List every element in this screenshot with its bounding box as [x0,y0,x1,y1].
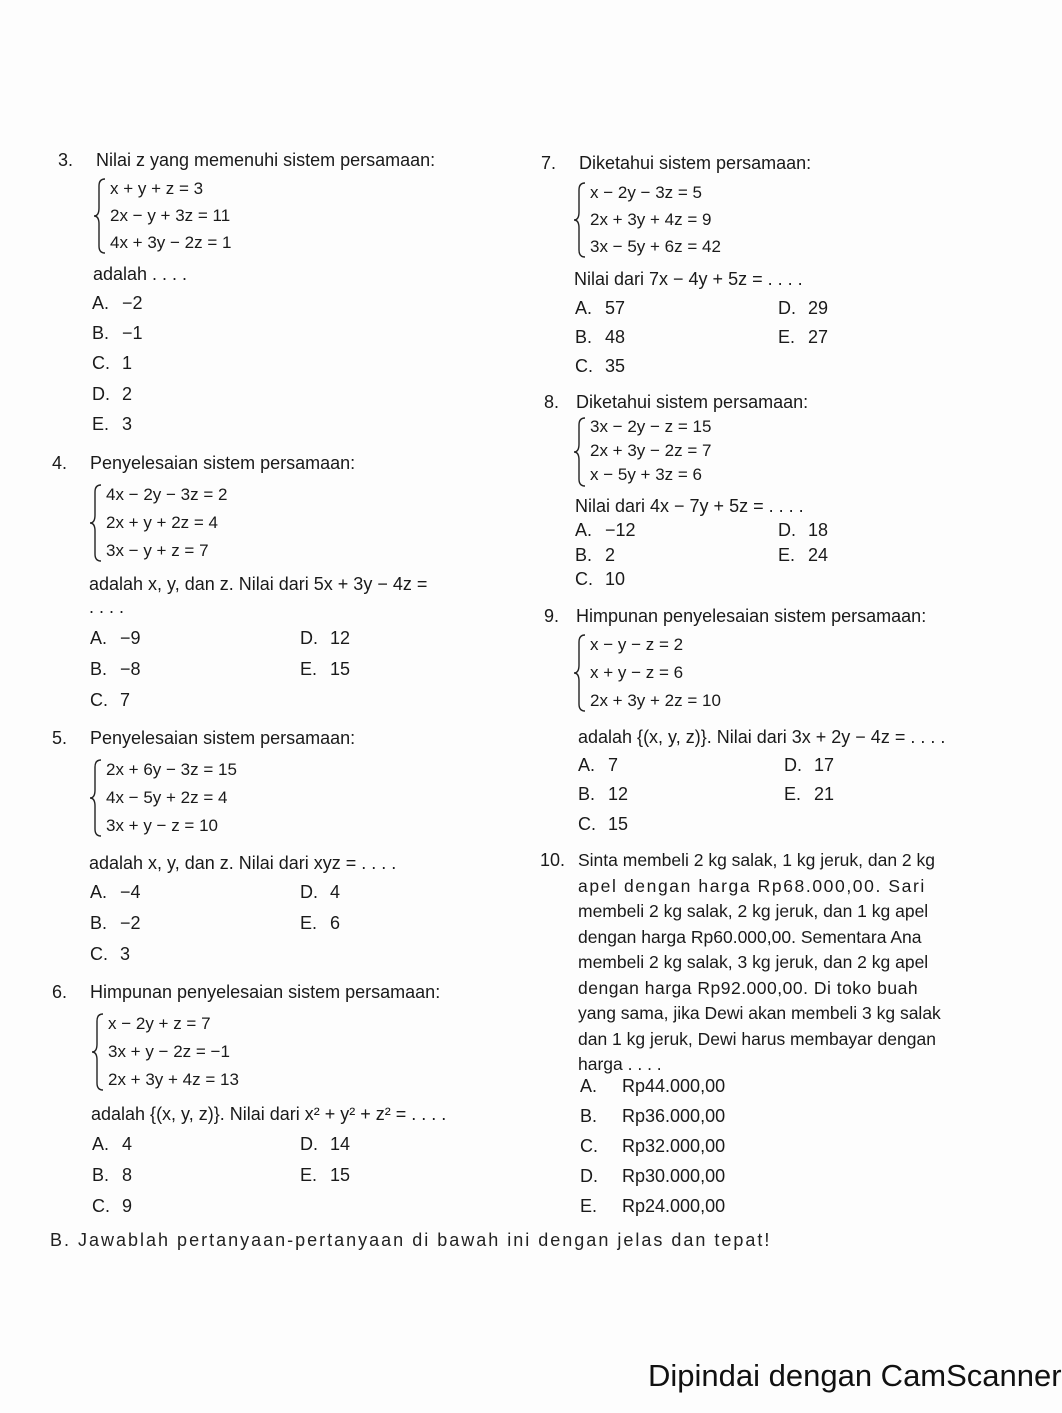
left-brace-icon [90,1011,106,1093]
equation-system [572,415,822,489]
question-4-prompt: 4. Penyelesaian sistem persamaan: [52,453,356,473]
option-e[interactable]: E. 3 [92,414,133,434]
option-b[interactable]: B. 48 [575,327,626,347]
option-a[interactable]: A. −9 [90,628,141,648]
option-c[interactable]: C. Rp32.000,00 [580,1136,726,1156]
question-7-stem: Nilai dari 7x − 4y + 5z = . . . . [574,269,803,289]
option-b[interactable]: B. 12 [578,784,629,804]
equation-line: 2x + 3y + 4z = 13 [108,1070,239,1089]
equation-system [572,180,822,260]
option-a[interactable]: A. −2 [92,293,143,313]
option-e[interactable]: E. Rp24.000,00 [580,1196,726,1216]
left-brace-icon [88,757,104,839]
option-b[interactable]: B. −8 [90,659,141,679]
equation-system [572,632,822,714]
question-number: 7. [541,153,557,173]
equation-line: x + y − z = 6 [590,663,684,682]
equation-line: 3x − 2y − z = 15 [590,417,712,436]
equation-line: 4x + 3y − 2z = 1 [110,233,232,252]
option-c[interactable]: C. 3 [90,944,131,964]
option-a[interactable]: A. 57 [575,298,626,318]
equation-line: x − y − z = 2 [590,635,684,654]
equation-system [88,482,338,564]
option-d[interactable]: D. 4 [300,882,341,902]
option-e[interactable]: E. 15 [300,1165,351,1185]
option-d[interactable]: D. 29 [778,298,829,318]
scanner-watermark: Dipindai dengan CamScanner [648,1358,1062,1393]
option-c[interactable]: C. 15 [578,814,629,834]
cut-off-section-heading: B. Jawablah pertanyaan-pertanyaan di bawah ini dengan jelas dan tepat! [50,1230,772,1250]
question-8-prompt: 8. Diketahui sistem persamaan: [544,392,809,412]
option-d[interactable]: D. Rp30.000,00 [580,1166,726,1186]
question-number: 8. [544,392,560,412]
question-7-prompt: 7. Diketahui sistem persamaan: [541,153,812,173]
left-brace-icon [572,632,588,714]
left-brace-icon [92,176,108,256]
equation-system [88,757,338,839]
question-3-prompt: 3. Nilai z yang memenuhi sistem persamaan: [58,150,436,170]
option-b[interactable]: B. −2 [90,913,141,933]
question-5-prompt: 5. Penyelesaian sistem persamaan: [52,728,356,748]
question-number: 4. [52,453,68,473]
option-b[interactable]: B. 8 [92,1165,133,1185]
option-d[interactable]: D. 14 [300,1134,351,1154]
equation-line: 2x + 6y − 3z = 15 [106,760,237,779]
question-5-stem: adalah x, y, dan z. Nilai dari xyz = . . . . [89,853,397,873]
option-b[interactable]: B. 2 [575,545,616,565]
option-d[interactable]: D. 18 [778,520,829,540]
question-number: 10. [540,850,566,870]
option-c[interactable]: C. 1 [92,353,133,373]
equation-line: 3x + y − 2z = −1 [108,1042,230,1061]
question-number: 3. [58,150,74,170]
left-brace-icon [572,415,588,489]
question-number: 5. [52,728,68,748]
question-9-stem: adalah {(x, y, z)}. Nilai dari 3x + 2y − 4z = . . . . [578,727,946,747]
left-brace-icon [88,482,104,564]
option-a[interactable]: A. 4 [92,1134,133,1154]
option-e[interactable]: E. 24 [778,545,829,565]
question-number: 9. [544,606,560,626]
question-9-prompt: 9. Himpunan penyelesaian sistem persamaan: [544,606,927,626]
equation-system [92,176,342,256]
equation-line: x + y + z = 3 [110,179,204,198]
equation-line: x − 2y − 3z = 5 [590,183,702,202]
equation-line: x − 2y + z = 7 [108,1014,211,1033]
option-b[interactable]: B. Rp36.000,00 [580,1106,726,1126]
question-10-text: Sinta membeli 2 kg salak, 1 kg jeruk, dan 2 kg apel dengan harga Rp68.000,00. Sari membeli 2 kg salak, 2 kg jeruk, dan 1 kg apel dengan harga Rp60.000,00. Sementara Ana membeli 2 kg salak, 3 kg jeruk, dan 2 kg apel dengan harga Rp92.000,00. Di toko buah yang sama, jika Dewi akan membeli 3 kg salak dan 1 kg jeruk, Dewi harus membayar dengan harga . . . . [578,850,941,1074]
question-6-prompt: 6. Himpunan penyelesaian sistem persamaan: [52,982,441,1002]
option-c[interactable]: C. 7 [90,690,131,710]
option-a[interactable]: A. Rp44.000,00 [580,1076,726,1096]
option-e[interactable]: E. 6 [300,913,341,933]
question-6-stem: adalah {(x, y, z)}. Nilai dari x² + y² + z² = . . . . [91,1104,447,1124]
equation-line: 4x − 2y − 3z = 2 [106,485,228,504]
option-c[interactable]: C. 10 [575,569,626,589]
option-a[interactable]: A. −12 [575,520,636,540]
option-c[interactable]: C. 35 [575,356,626,376]
question-number: 6. [52,982,68,1002]
option-a[interactable]: A. 7 [578,755,619,775]
option-b[interactable]: B. −1 [92,323,143,343]
option-a[interactable]: A. −4 [90,882,141,902]
left-brace-icon [572,180,588,260]
question-3-stem: adalah . . . . [93,264,188,284]
equation-line: 2x + 3y − 2z = 7 [590,441,712,460]
question-4-ellipsis: . . . . [89,597,125,617]
equation-line: 2x + 3y + 2z = 10 [590,691,721,710]
option-d[interactable]: D. 2 [92,384,133,404]
equation-line: 2x + 3y + 4z = 9 [590,210,712,229]
equation-line: 3x − y + z = 7 [106,541,209,560]
option-e[interactable]: E. 15 [300,659,351,679]
option-d[interactable]: D. 17 [784,755,835,775]
question-8-stem: Nilai dari 4x − 7y + 5z = . . . . [575,496,804,516]
option-e[interactable]: E. 27 [778,327,829,347]
equation-line: 2x + y + 2z = 4 [106,513,218,532]
equation-line: 2x − y + 3z = 11 [110,206,231,225]
equation-system [90,1011,340,1093]
equation-line: 3x − 5y + 6z = 42 [590,237,721,256]
question-4-stem: adalah x, y, dan z. Nilai dari 5x + 3y − 4z = [89,574,428,594]
equation-line: x − 5y + 3z = 6 [590,465,702,484]
option-d[interactable]: D. 12 [300,628,351,648]
equation-line: 4x − 5y + 2z = 4 [106,788,228,807]
equation-line: 3x + y − z = 10 [106,816,218,835]
option-e[interactable]: E. 21 [784,784,835,804]
option-c[interactable]: C. 9 [92,1196,133,1216]
